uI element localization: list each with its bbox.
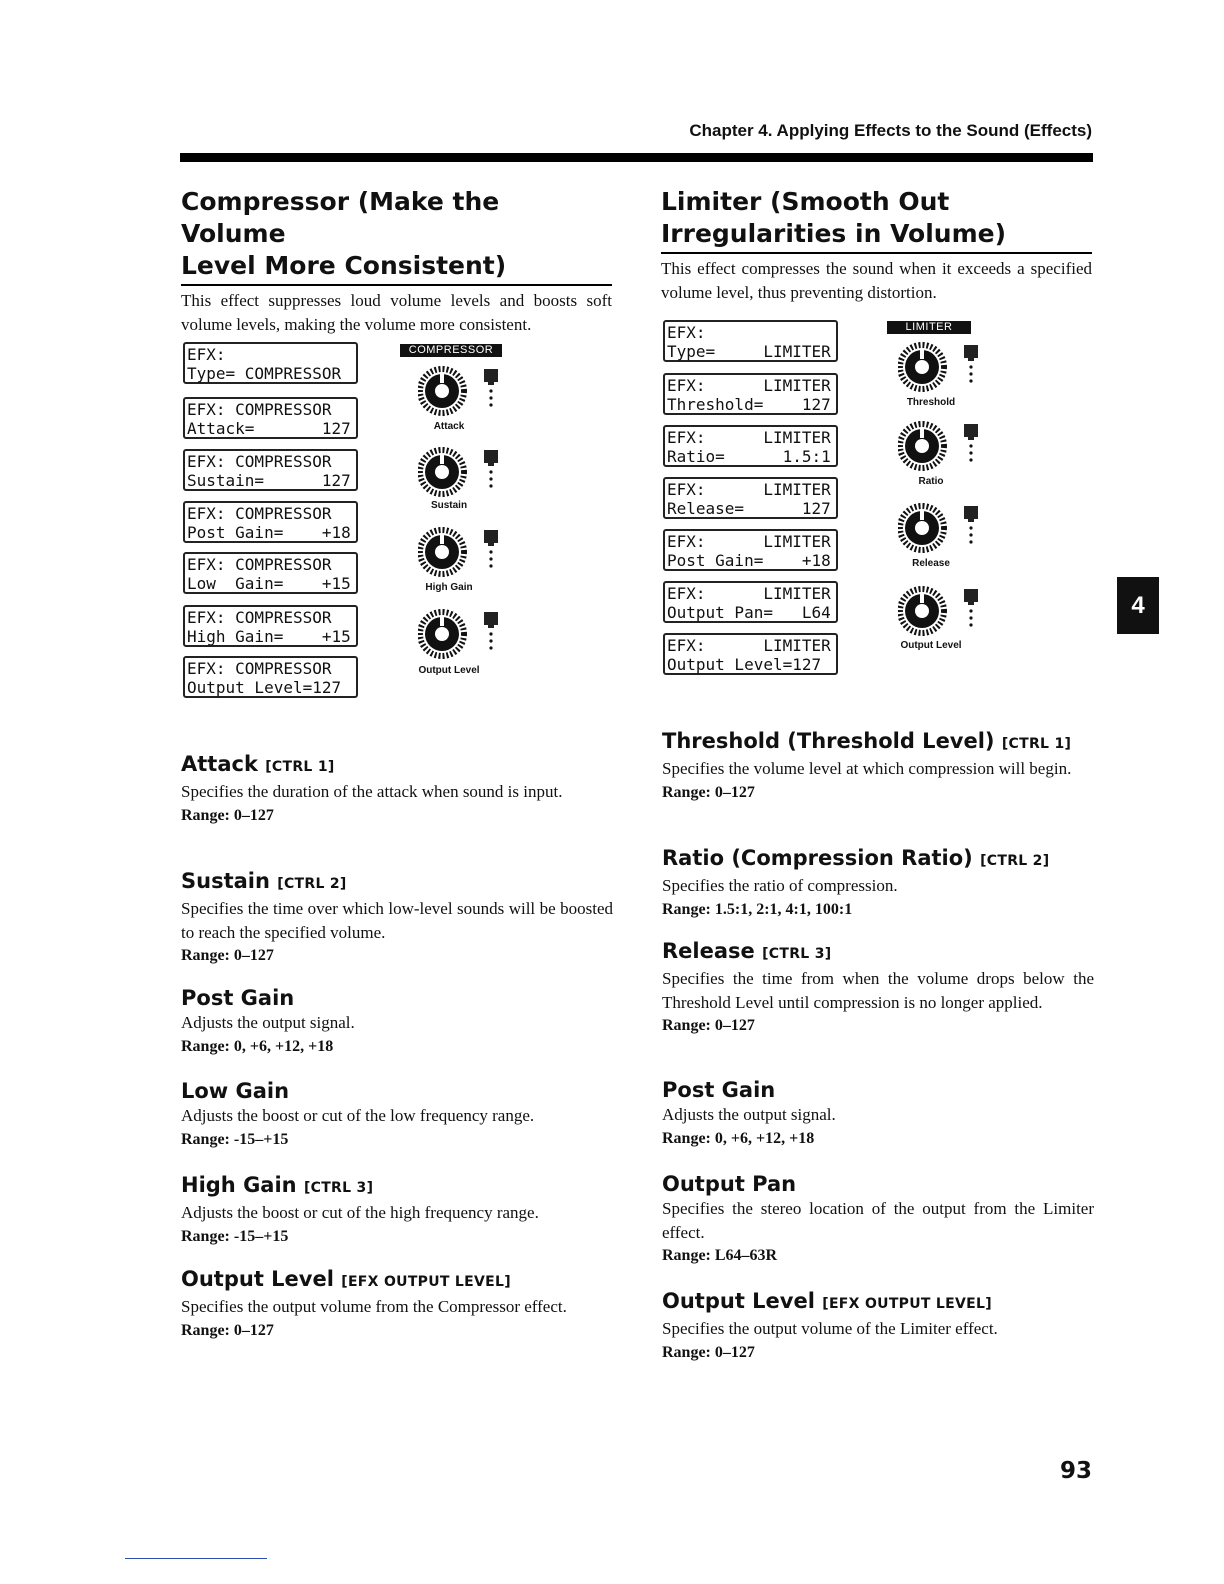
param-range: Range: 0–127 bbox=[181, 947, 274, 964]
param-block bbox=[181, 1266, 613, 1342]
param-block bbox=[181, 985, 613, 1058]
limiter-section bbox=[661, 186, 1092, 304]
knob-icon bbox=[418, 603, 516, 665]
compressor-title bbox=[181, 186, 612, 286]
knob-label: Release bbox=[912, 558, 950, 569]
param-heading: Output Level [EFX OUTPUT LEVEL] bbox=[662, 1289, 992, 1313]
param-heading: Release [CTRL 3] bbox=[662, 939, 832, 963]
param-desc: Specifies the output volume from the Compressor effect. bbox=[181, 1297, 567, 1316]
param-heading: High Gain [CTRL 3] bbox=[181, 1173, 374, 1197]
lcd-display: EFX: LIMITER Post Gain= +18 bbox=[663, 529, 838, 571]
knob-icon bbox=[898, 497, 996, 559]
param-heading: Attack [CTRL 1] bbox=[181, 752, 335, 776]
param-range: Range: -15–+15 bbox=[181, 1227, 289, 1245]
limiter-banner: LIMITER bbox=[887, 321, 971, 334]
param-range: Range: L64–63R bbox=[662, 1247, 778, 1264]
param-block bbox=[662, 938, 1094, 1037]
param-desc: Adjusts the boost or cut of the low frequency range. bbox=[181, 1106, 535, 1125]
knob-label: High Gain bbox=[425, 582, 473, 593]
param-block bbox=[181, 751, 613, 827]
lcd-display: EFX: LIMITER Threshold= 127 bbox=[663, 373, 838, 415]
lcd-display: EFX: COMPRESSOR Output Level=127 bbox=[183, 656, 358, 698]
param-heading: Output Pan bbox=[662, 1172, 797, 1196]
param-range: Range: 0–127 bbox=[662, 1017, 755, 1034]
param-range: Range: -15–+15 bbox=[181, 1130, 289, 1148]
param-range: Range: 0–127 bbox=[181, 1321, 274, 1339]
param-desc: Specifies the output volume of the Limiter effect. bbox=[662, 1319, 998, 1338]
footer-line bbox=[125, 1558, 267, 1559]
limiter-intro: This effect compresses the sound when it exceeds a specified volume level, thus preventing distortion. bbox=[661, 259, 1092, 302]
knob-icon bbox=[418, 441, 516, 503]
lcd-display: EFX: COMPRESSOR Sustain= 127 bbox=[183, 449, 358, 491]
param-range: Range: 0, +6, +12, +18 bbox=[181, 1037, 334, 1055]
knob-label: Sustain bbox=[430, 500, 468, 511]
knob-icon bbox=[898, 336, 996, 398]
lcd-display: EFX: Type= LIMITER bbox=[663, 320, 838, 362]
param-heading: Output Level [EFX OUTPUT LEVEL] bbox=[181, 1267, 511, 1291]
lcd-display: EFX: COMPRESSOR High Gain= +15 bbox=[183, 605, 358, 647]
lcd-display: EFX: COMPRESSOR Post Gain= +18 bbox=[183, 501, 358, 543]
lcd-display: EFX: LIMITER Release= 127 bbox=[663, 477, 838, 519]
param-range: Range: 0, +6, +12, +18 bbox=[662, 1129, 815, 1147]
param-block bbox=[181, 1078, 613, 1151]
param-block bbox=[662, 1171, 1094, 1267]
lcd-display: EFX: LIMITER Ratio= 1.5:1 bbox=[663, 425, 838, 467]
param-range: Range: 1.5:1, 2:1, 4:1, 100:1 bbox=[662, 900, 853, 918]
lcd-display: EFX: COMPRESSOR Attack= 127 bbox=[183, 397, 358, 439]
param-heading: Post Gain bbox=[662, 1078, 776, 1102]
param-desc: Specifies the time over which low-level sounds will be boosted to reach the specified volume. bbox=[181, 899, 613, 942]
param-block bbox=[662, 1077, 1094, 1150]
param-desc: Specifies the ratio of compression. bbox=[662, 876, 898, 895]
param-heading: Ratio (Compression Ratio) [CTRL 2] bbox=[662, 846, 1050, 870]
header-rule bbox=[180, 153, 1093, 162]
param-desc: Adjusts the output signal. bbox=[181, 1013, 355, 1032]
param-heading: Sustain [CTRL 2] bbox=[181, 869, 347, 893]
knob-label: Output Level bbox=[900, 640, 962, 651]
compressor-title-line1: Compressor (Make the Volume bbox=[181, 187, 500, 248]
param-desc: Specifies the stereo location of the output from the Limiter effect. bbox=[662, 1199, 1094, 1242]
param-range: Range: 0–127 bbox=[662, 1343, 755, 1361]
param-range: Range: 0–127 bbox=[181, 806, 274, 824]
compressor-title-line2: Level More Consistent) bbox=[181, 251, 507, 280]
knob-label: Attack bbox=[433, 421, 465, 432]
param-block bbox=[662, 845, 1094, 921]
lcd-display: EFX: Type= COMPRESSOR bbox=[183, 342, 358, 384]
knob-icon bbox=[418, 521, 516, 583]
param-block bbox=[181, 868, 613, 967]
compressor-banner: COMPRESSOR bbox=[400, 344, 502, 357]
page-number: 93 bbox=[1059, 1458, 1092, 1484]
lcd-display: EFX: LIMITER Output Level=127 bbox=[663, 633, 838, 675]
param-block bbox=[181, 1172, 613, 1248]
limiter-title bbox=[661, 186, 1092, 254]
param-desc: Adjusts the output signal. bbox=[662, 1105, 836, 1124]
param-desc: Adjusts the boost or cut of the high frequency range. bbox=[181, 1203, 539, 1222]
knob-icon bbox=[418, 360, 516, 422]
param-block bbox=[662, 1288, 1094, 1364]
knob-label: Output Level bbox=[418, 665, 480, 676]
param-heading: Threshold (Threshold Level) [CTRL 1] bbox=[662, 729, 1072, 753]
limiter-title-line2: Irregularities in Volume) bbox=[661, 219, 1007, 248]
compressor-intro: This effect suppresses loud volume levels and boosts soft volume levels, making the volume more consistent. bbox=[181, 291, 612, 334]
param-heading: Post Gain bbox=[181, 986, 295, 1010]
knob-label: Ratio bbox=[918, 476, 944, 487]
knob-label: Threshold bbox=[906, 397, 956, 408]
knob-icon bbox=[898, 580, 996, 642]
compressor-section bbox=[181, 186, 612, 336]
lcd-display: EFX: COMPRESSOR Low Gain= +15 bbox=[183, 552, 358, 594]
param-heading: Low Gain bbox=[181, 1079, 290, 1103]
param-range: Range: 0–127 bbox=[662, 783, 755, 801]
chapter-tab: 4 bbox=[1117, 577, 1159, 634]
lcd-display: EFX: LIMITER Output Pan= L64 bbox=[663, 581, 838, 623]
chapter-header: Chapter 4. Applying Effects to the Sound (Effects) bbox=[689, 121, 1092, 140]
param-desc: Specifies the time from when the volume drops below the Threshold Level until compression is no longer applied. bbox=[662, 969, 1094, 1012]
param-desc: Specifies the volume level at which compression will begin. bbox=[662, 759, 1072, 778]
param-block bbox=[662, 728, 1094, 804]
limiter-title-line1: Limiter (Smooth Out bbox=[661, 187, 950, 216]
param-desc: Specifies the duration of the attack when sound is input. bbox=[181, 782, 563, 801]
knob-icon bbox=[898, 415, 996, 477]
